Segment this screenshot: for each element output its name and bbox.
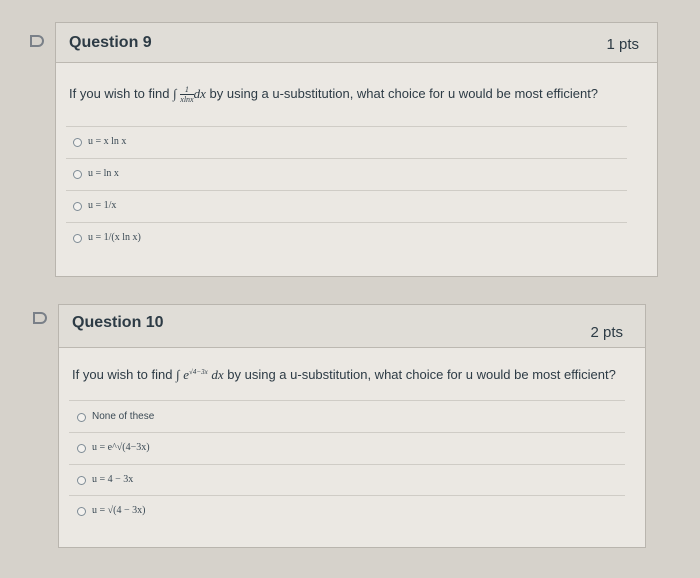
radio-button[interactable]: [73, 234, 82, 243]
question-9-answer-3[interactable]: [66, 190, 627, 222]
answer-label: u = ln x: [88, 168, 119, 179]
question-9-title: Question 9: [69, 34, 152, 51]
radio-button[interactable]: [77, 476, 86, 485]
question-10-card: [58, 304, 646, 548]
question-9-header: [56, 23, 657, 63]
question-9-card: [55, 22, 658, 277]
question-10-prompt: If you wish to find ∫ $e^{√4-3x}$ dx by using a u-substitution, what choice for u would be most efficient?: [72, 367, 616, 382]
question-10-answer-2[interactable]: [69, 432, 625, 464]
answer-label: u = √(4 − 3x): [92, 505, 146, 516]
question-10-title: Question 10: [72, 314, 164, 331]
question-9-answer-2[interactable]: [66, 158, 627, 190]
flag-question-9-icon[interactable]: [30, 35, 44, 47]
question-10-answer-1[interactable]: [69, 400, 625, 432]
radio-button[interactable]: [73, 138, 82, 147]
question-10-header: [59, 305, 645, 348]
radio-button[interactable]: [73, 170, 82, 179]
question-9-points: 1 pts: [606, 36, 639, 53]
answer-label: u = x ln x: [88, 136, 127, 147]
question-10-points: 2 pts: [590, 324, 623, 341]
question-9-prompt: If you wish to find ∫ $\frac{1}{xlnx}$ dx by using a u-substitution, what choice for u would be most efficient?: [69, 85, 599, 104]
question-9-answer-1[interactable]: [66, 126, 627, 158]
answer-label: u = 1/(x ln x): [88, 232, 141, 243]
answer-label: u = e^√(4−3x): [92, 442, 150, 453]
flag-question-10-icon[interactable]: [33, 312, 47, 324]
radio-button[interactable]: [77, 507, 86, 516]
question-10-answer-3[interactable]: [69, 464, 625, 496]
answer-label: u = 4 − 3x: [92, 474, 134, 485]
answer-label: None of these: [92, 411, 155, 422]
radio-button[interactable]: [77, 413, 86, 422]
question-9-answer-4[interactable]: [66, 222, 627, 254]
answer-label: u = 1/x: [88, 200, 117, 211]
radio-button[interactable]: [77, 444, 86, 453]
radio-button[interactable]: [73, 202, 82, 211]
question-10-answer-4[interactable]: [69, 495, 625, 527]
